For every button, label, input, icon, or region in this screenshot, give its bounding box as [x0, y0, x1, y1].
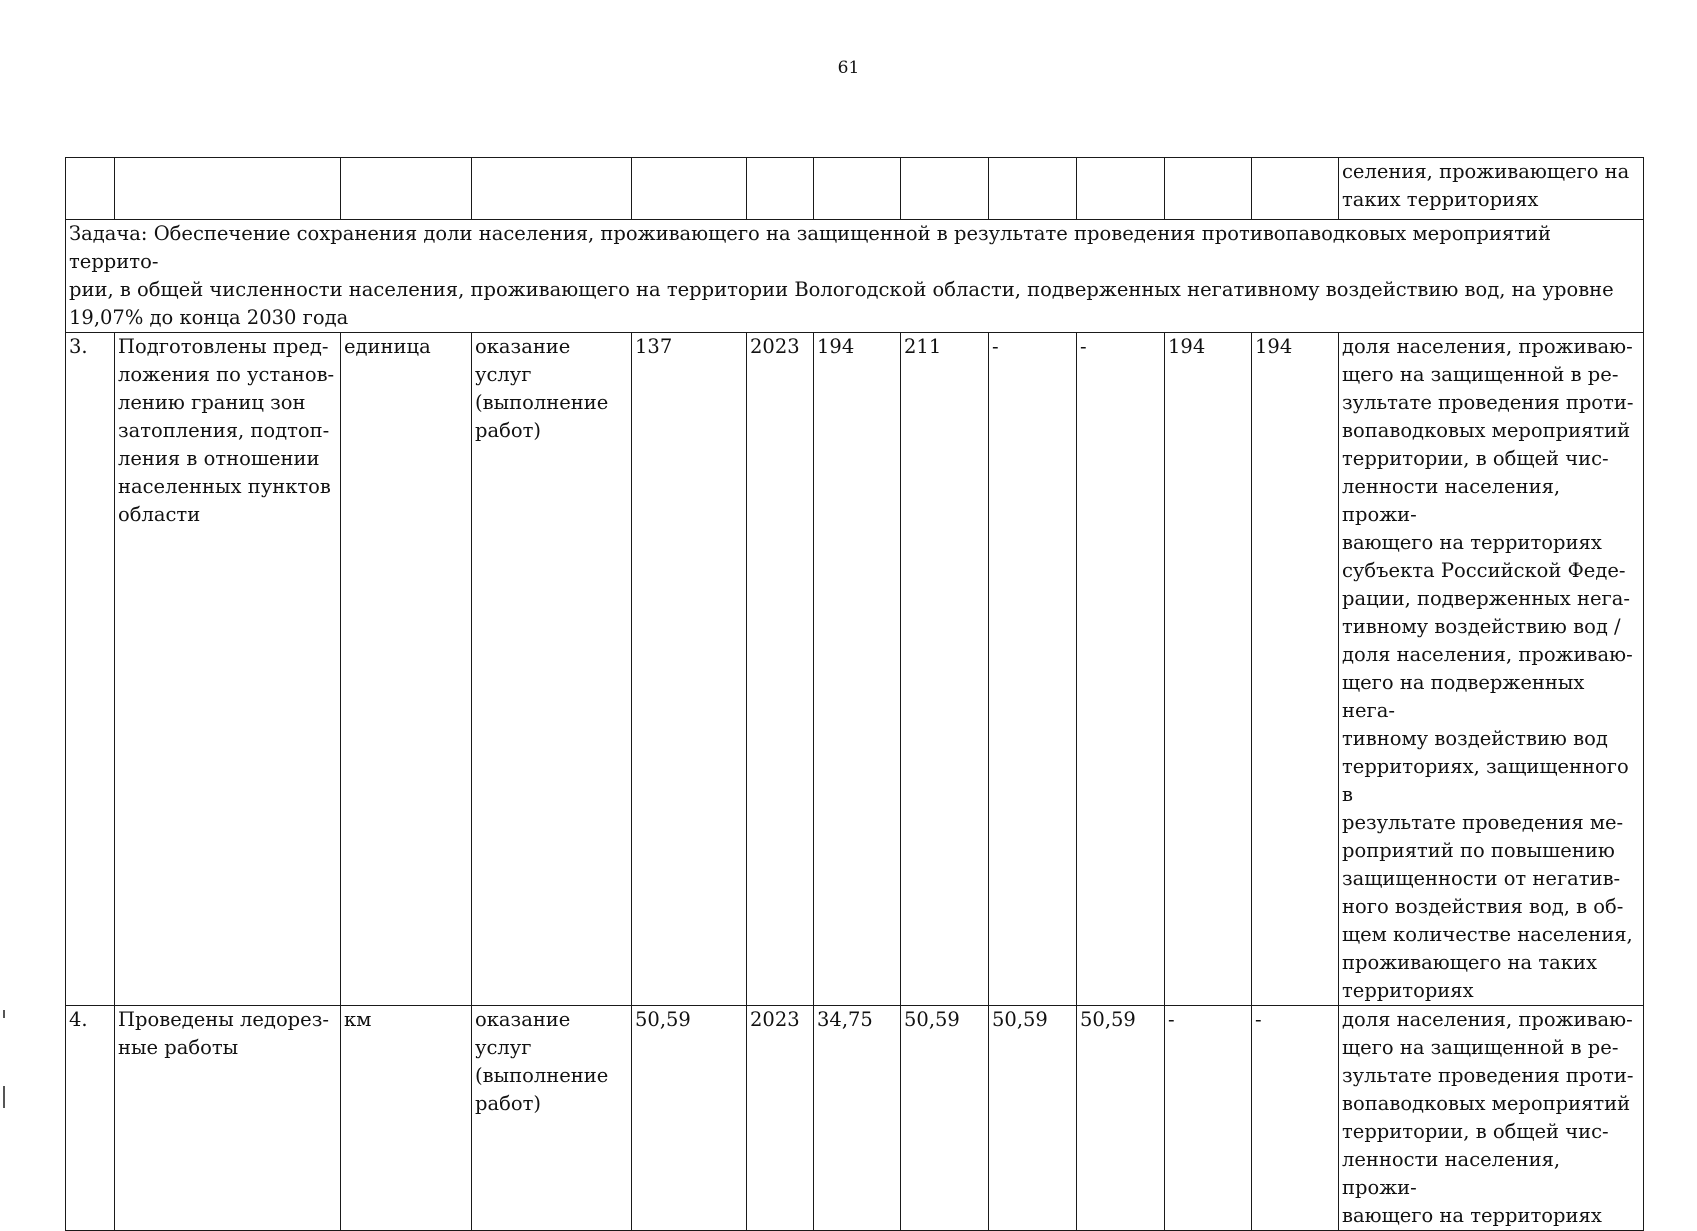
base-value: 50,59	[632, 1006, 747, 1231]
base-year: 2023	[747, 1006, 814, 1231]
row-number: 4.	[66, 1006, 115, 1231]
value-cell: -	[1077, 333, 1165, 1006]
table-row-continuation	[66, 158, 1644, 220]
table-cell	[66, 158, 115, 220]
unit: км	[341, 1006, 472, 1231]
indicator-cell: доля населения, проживаю- щего на защищенной в ре- зультате проведения проти- вопаводковых мероприятий территории, в общей чис- ленности населения, прожи- вающего на территориях	[1339, 1006, 1644, 1231]
program-table	[65, 157, 1644, 1231]
scan-edge-mark	[3, 1086, 5, 1108]
table-cell	[341, 158, 472, 220]
value-cell: -	[1165, 1006, 1252, 1231]
result-name: Подготовлены пред- ложения по установ- лению границ зон затопления, подтоп- ления в отношении населенных пунктов области	[115, 333, 341, 1006]
table-cell	[472, 158, 632, 220]
value-cell: 194	[1165, 333, 1252, 1006]
scan-edge-mark	[3, 1010, 5, 1018]
value-cell: -	[989, 333, 1077, 1006]
indicator-cell: селения, проживающего на таких территориях	[1339, 158, 1644, 220]
table-cell	[747, 158, 814, 220]
table-cell	[989, 158, 1077, 220]
value-cell: 50,59	[1077, 1006, 1165, 1231]
table-cell	[1077, 158, 1165, 220]
value-cell: 211	[901, 333, 989, 1006]
value-cell: 194	[1252, 333, 1339, 1006]
value-cell: -	[1252, 1006, 1339, 1231]
result-type: оказание услуг (выполнение работ)	[472, 333, 632, 1006]
table-cell	[632, 158, 747, 220]
task-row	[66, 220, 1644, 333]
base-value: 137	[632, 333, 747, 1006]
table-row	[66, 1006, 1644, 1231]
table-cell	[1252, 158, 1339, 220]
result-type: оказание услуг (выполнение работ)	[472, 1006, 632, 1231]
table-cell	[901, 158, 989, 220]
row-number: 3.	[66, 333, 115, 1006]
table-cell	[1165, 158, 1252, 220]
value-cell: 194	[814, 333, 901, 1006]
table-cell	[115, 158, 341, 220]
unit: единица	[341, 333, 472, 1006]
page-number: 61	[837, 58, 860, 78]
task-text: Задача: Обеспечение сохранения доли населения, проживающего на защищенной в результате проведения противопаводковых мероприятий террито- рии, в общей численности населения, проживающего на территории Вологодской области, подверженных негативному воздействию вод, на уровне 19,07% до конца 2030 года	[66, 220, 1644, 333]
result-name: Проведены ледорез- ные работы	[115, 1006, 341, 1231]
base-year: 2023	[747, 333, 814, 1006]
value-cell: 50,59	[989, 1006, 1077, 1231]
value-cell: 34,75	[814, 1006, 901, 1231]
table-row	[66, 333, 1644, 1006]
table-cell	[814, 158, 901, 220]
value-cell: 50,59	[901, 1006, 989, 1231]
indicator-cell: доля населения, проживаю- щего на защищенной в ре- зультате проведения проти- вопаводковых мероприятий территории, в общей чис- ленности населения, прожи- вающего на территориях субъекта Российской Феде- рации, подверженных нега- тивному воздействию вод / доля населения, проживаю- щего на подверженных нега- тивному воздействию вод территориях, защищенного в результате проведения ме- роприятий по повышению защищенности от негатив- ного воздействия вод, в об- щем количестве населения, проживающего на таких территориях	[1339, 333, 1644, 1006]
